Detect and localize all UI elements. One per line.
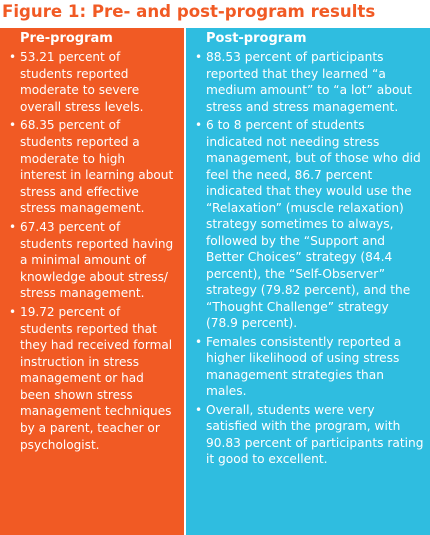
pre-program-item-text: 53.21 percent of students reported moderate to severe overall stress levels. <box>20 50 144 114</box>
post-program-item <box>194 402 424 468</box>
bullet-icon: • <box>9 219 17 234</box>
pre-program-panel <box>0 28 184 535</box>
pre-program-item <box>8 304 174 453</box>
pre-program-item-text: 67.43 percent of students reported having a minimal amount of knowledge about stress/ stress management. <box>20 219 174 301</box>
pre-program-item-text: 19.72 percent of students reported that they had received formal instruction in stress management or had been shown stress management techniques by a parent, teacher or psychologist. <box>20 304 173 452</box>
post-program-heading: Post-program <box>206 31 307 46</box>
post-program-item-text: 6 to 8 percent of students indicated not needing stress management, but of those who did feel the need, 86.7 percent indicated that they would use the “Relaxation” (muscle relaxation) strategy sometimes to always, followed by the “Support and Better Choices” strategy (84.4 percent), the “Self-Observer” strategy (79.82 percent), and the “Thought Challenge” strategy (78.9 percent). <box>206 118 421 330</box>
post-program-item-text: Overall, students were very satisfied with the program, with 90.83 percent of participants rating it good to excellent. <box>206 402 424 466</box>
bullet-icon: • <box>195 118 203 132</box>
post-program-item <box>194 334 424 400</box>
figure-title: Figure 1: Pre- and post-program results <box>2 2 376 21</box>
bullet-icon: • <box>9 118 17 133</box>
pre-program-item-text: 68.35 percent of students reported a moderate to high interest in learning about stress and effective stress management. <box>20 118 174 216</box>
post-program-item-text: 88.53 percent of participants reported that they learned “a medium amount” to “a lot” about stress and stress management. <box>206 50 412 114</box>
pre-program-item <box>8 219 174 302</box>
bullet-icon: • <box>9 304 17 319</box>
bullet-icon: • <box>195 50 203 64</box>
post-program-panel <box>186 28 430 535</box>
post-program-item <box>194 117 424 332</box>
pre-program-list <box>8 49 174 453</box>
post-program-item-text: Females consistently reported a higher likelihood of using stress management strategies than males. <box>206 334 402 398</box>
pre-program-item <box>8 49 174 115</box>
pre-program-heading: Pre-program <box>20 31 113 46</box>
post-program-list <box>194 49 424 468</box>
pre-program-item <box>8 117 174 217</box>
post-program-item <box>194 49 424 115</box>
bullet-icon: • <box>195 334 203 349</box>
bullet-icon: • <box>195 402 203 417</box>
bullet-icon: • <box>9 50 17 64</box>
